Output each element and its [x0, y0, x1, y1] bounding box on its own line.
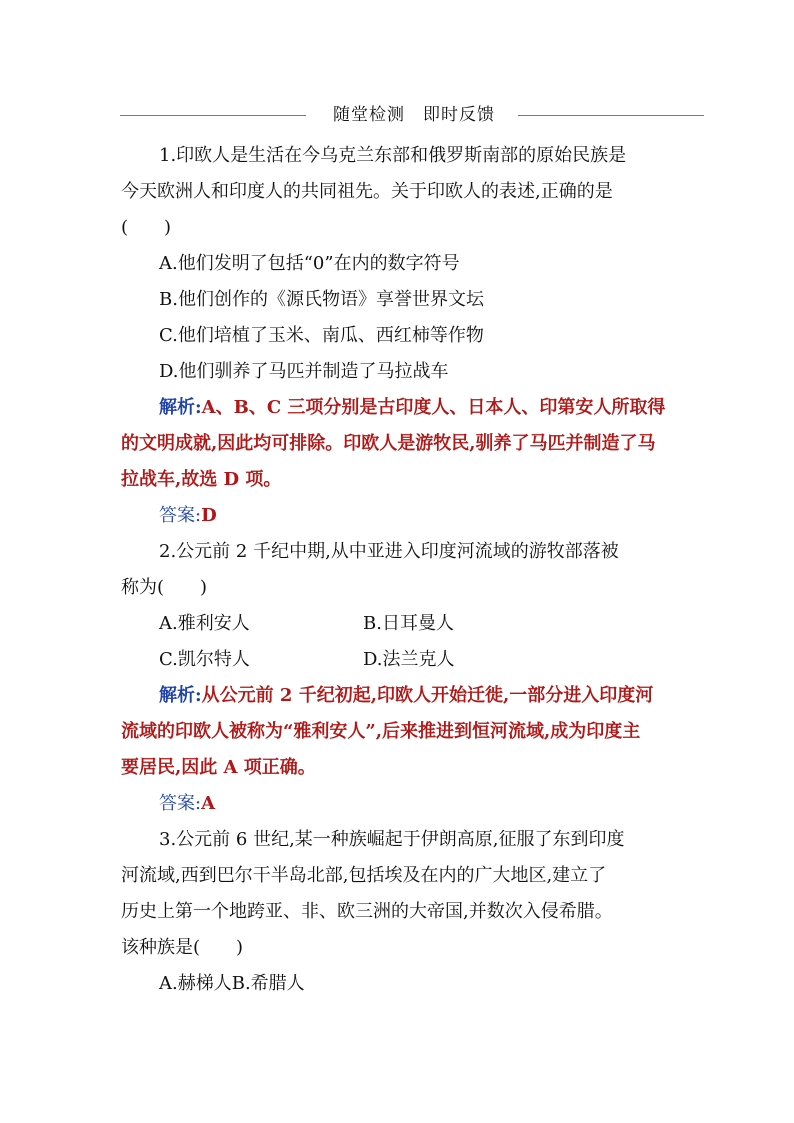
- analysis-line: [121, 390, 681, 426]
- option-c: C.凯尔特人: [159, 649, 250, 670]
- option-row: [121, 642, 681, 678]
- option-b: B.他们创作的《源氏物语》享誉世界文坛: [159, 289, 484, 310]
- question-stem-line: 该种族是( ): [121, 937, 244, 958]
- question-stem-line: 历史上第一个地跨亚、非、欧三洲的大帝国,并数次入侵希腊。: [121, 901, 613, 922]
- section-title: 随堂检测 即时反馈: [333, 105, 495, 125]
- question-stem-line: ( ): [121, 217, 172, 238]
- question-stem-line: 1.印欧人是生活在今乌克兰东部和俄罗斯南部的原始民族是: [159, 145, 627, 166]
- option-a: A.他们发明了包括“0”在内的数字符号: [159, 253, 460, 274]
- answer-value: A: [201, 793, 216, 814]
- option-d: D.法兰克人: [363, 649, 455, 670]
- answer-line: [121, 786, 681, 822]
- analysis-line: [121, 678, 681, 714]
- question-stem-line: 2.公元前 2 千纪中期,从中亚进入印度河流域的游牧部落被: [159, 541, 619, 562]
- answer-label: 答案:: [159, 505, 202, 526]
- analysis-line: 的文明成就,因此均可排除。印欧人是游牧民,驯养了马匹并制造了马: [121, 433, 656, 454]
- answer-label: 答案:: [159, 793, 202, 814]
- question-stem-line: 3.公元前 6 世纪,某一种族崛起于伊朗高原,征服了东到印度: [159, 829, 625, 850]
- option-row: [121, 606, 681, 642]
- analysis-line: 拉战车,故选 D 项。: [121, 469, 282, 490]
- question-stem-line: 河流域,西到巴尔干半岛北部,包括埃及在内的广大地区,建立了: [121, 865, 607, 886]
- analysis-label: 解析:: [159, 685, 202, 706]
- question-stem-line: 称为( ): [121, 577, 208, 598]
- analysis-text: A、B、C 三项分别是古印度人、日本人、印第安人所取得: [201, 397, 666, 418]
- answer-line: [121, 498, 681, 534]
- header-rule-right: [518, 115, 704, 116]
- option-a: A.雅利安人: [159, 613, 250, 634]
- section-header: [120, 104, 704, 126]
- analysis-line: 流域的印欧人被称为“雅利安人”,后来推进到恒河流域,成为印度主: [121, 721, 641, 742]
- analysis-line: 要居民,因此 A 项正确。: [121, 757, 316, 778]
- analysis-label: 解析:: [159, 397, 202, 418]
- answer-value: D: [201, 505, 217, 526]
- question-2: [121, 534, 681, 822]
- question-1: [121, 138, 681, 534]
- question-3: [121, 822, 681, 1002]
- document-body: [121, 138, 681, 1002]
- analysis-text: 从公元前 2 千纪初起,印欧人开始迁徙,一部分进入印度河: [201, 685, 654, 706]
- option-d: D.他们驯养了马匹并制造了马拉战车: [159, 361, 449, 382]
- header-rule-left: [120, 115, 306, 116]
- option-b: B.日耳曼人: [363, 613, 454, 634]
- question-stem-line: 今天欧洲人和印度人的共同祖先。关于印欧人的表述,正确的是: [121, 181, 613, 202]
- option-c: C.他们培植了玉米、南瓜、西红柿等作物: [159, 325, 484, 346]
- options-inline: A.赫梯人B.希腊人: [159, 973, 305, 994]
